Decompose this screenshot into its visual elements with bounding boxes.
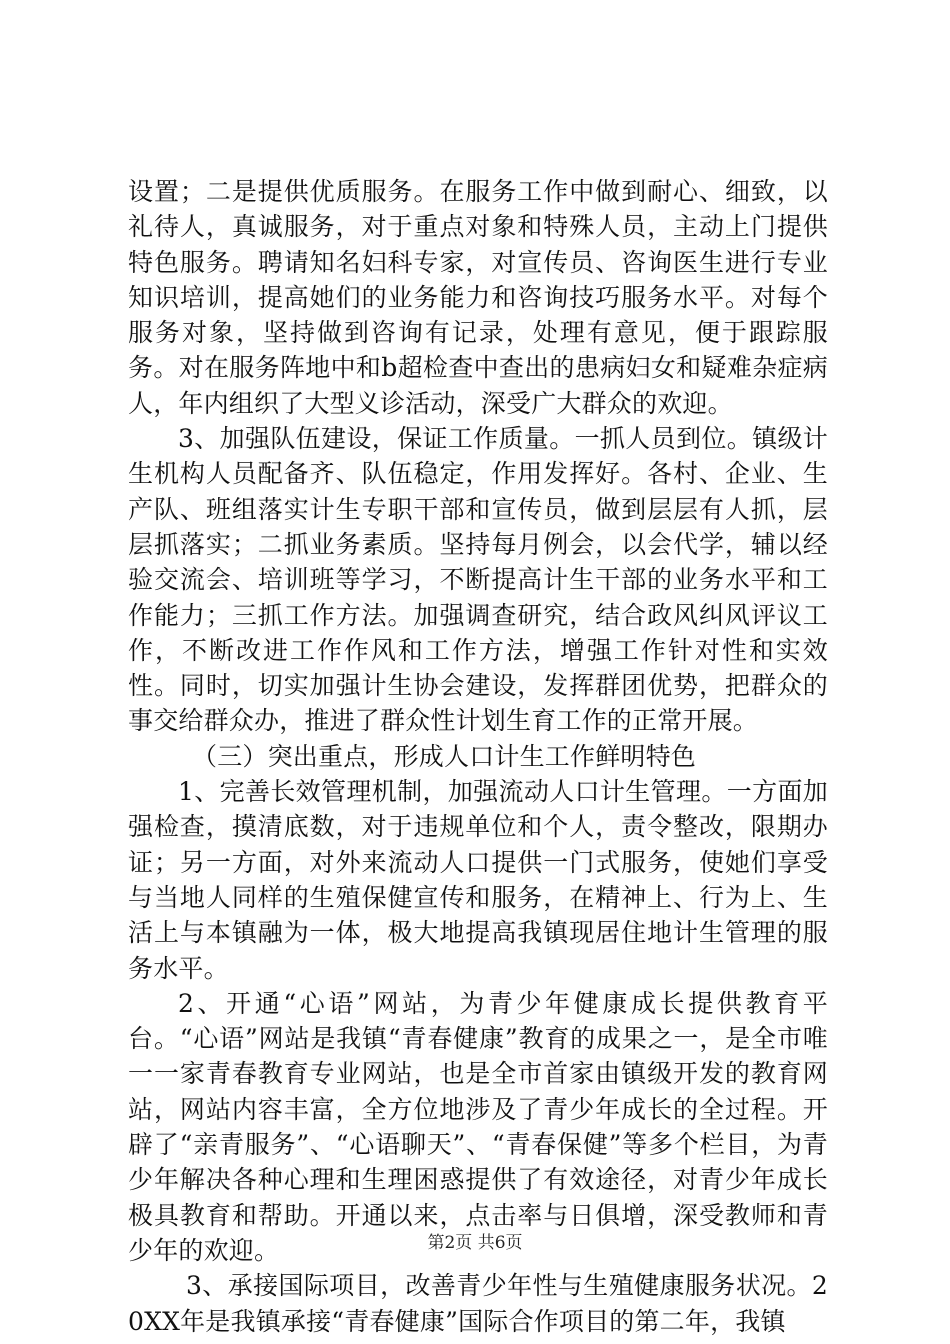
paragraph-floating-population: 1、完善长效管理机制，加强流动人口计生管理。一方面加强检查，摸清底数，对于违规单位和个人，责令整改，限期办证；另一方面，对外来流动人口提供一门式服务，使她们享受与当地人同样的生殖保健宣传和服务，在精神上、行为上、生活上与本镇融为一体，极大地提高我镇现居住地计生管理的服务水平。 — [128, 777, 828, 983]
paragraph-xinyu-website: 2、开通“心语”网站，为青少年健康成长提供教育平台。“心语”网站是我镇“青春健康”教育的成果之一，是全市唯一一家青春教育专业网站，也是全市首家由镇级开发的教育网站，网站内容丰富，全方位地涉及了青少年成长的全过程。开辟了“亲青服务”、“心语聊天”、“青春保健”等多个栏目，为青少年解决各种心理和生理困惑提供了有效途径，对青少年成长极具教育和帮助。开通以来，点击率与日俱增，深受教师和青少年的欢迎。 — [128, 988, 828, 1265]
section-heading-3: （三）突出重点，形成人口计生工作鲜明特色 — [192, 741, 697, 771]
paragraph-service-continuation: 设置；二是提供优质服务。在服务工作中做到耐心、细致，以礼待人，真诚服务，对于重点对象和特殊人员，主动上门提供特色服务。聘请知名妇科专家，对宣传员、咨询医生进行专业知识培训，提高她们的业务能力和咨询技巧服务水平。对每个服务对象，坚持做到咨询有记录，处理有意见，便于跟踪服务。对在服务阵地中和b超检查中查出的患病妇女和疑难杂症病人，年内组织了大型义诊活动，深受广大群众的欢迎。 — [128, 177, 828, 418]
document-body — [128, 174, 828, 1339]
page-number-footer: 第2页 共6页 — [427, 1233, 523, 1253]
paragraph-international-project: 3、承接国际项目，改善青少年性与生殖健康服务状况。20XX年是我镇承接“青春健康”国际合作项目的第二年，我镇 — [128, 1271, 828, 1336]
paragraph-team-building: 3、加强队伍建设，保证工作质量。一抓人员到位。镇级计生机构人员配备齐、队伍稳定，作用发挥好。各村、企业、生产队、班组落实计生专职干部和宣传员，做到层层有人抓，层层抓落实；二抓业务素质。坚持每月例会，以会代学，辅以经验交流会、培训班等学习，不断提高计生干部的业务水平和工作能力；三抓工作方法。加强调查研究，结合政风纠风评议工作，不断改进工作作风和工作方法，增强工作针对性和实效性。同时，切实加强计生协会建设，发挥群团优势，把群众的事交给群众办，推进了群众性计划生育工作的正常开展。 — [128, 424, 828, 736]
